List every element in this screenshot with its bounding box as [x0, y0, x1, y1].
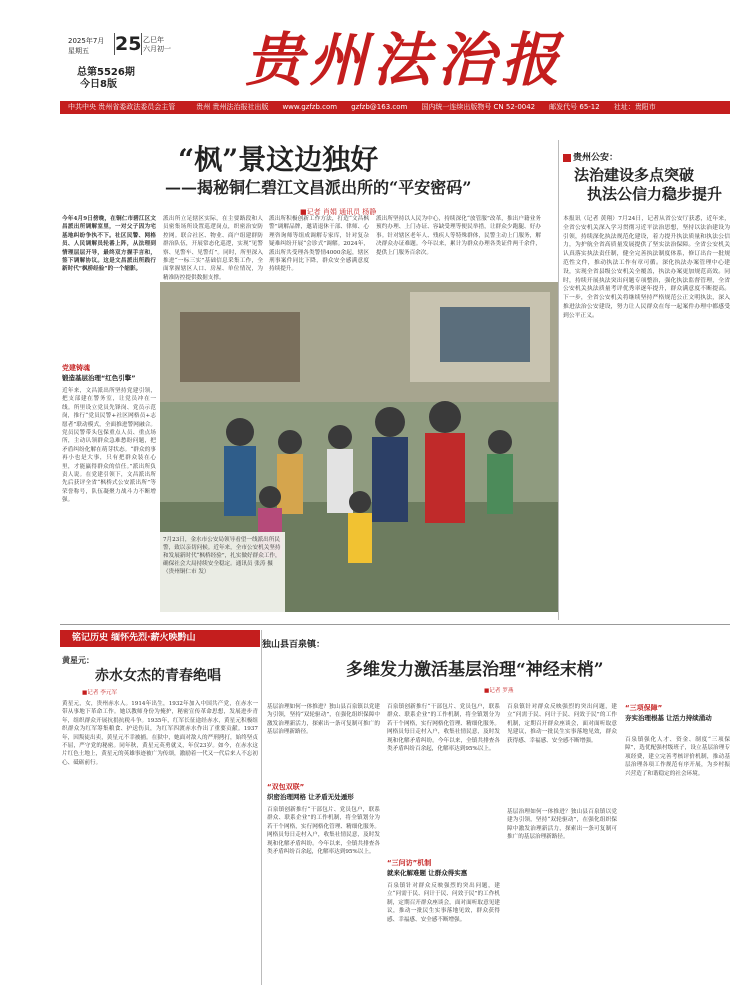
bottom-right-body4: 百泉镇强化人才、资金、制度“三项保障”，选优配强村级班子，设立基层治理专项经费，建立完善考核评价机制，推动基层治理各项工作规范有序开展，为乡村振兴营造了和谐稳定的社会环境。 — [625, 737, 730, 777]
column-divider — [558, 140, 559, 620]
page-count: 今日8版 — [80, 79, 117, 90]
lunar-date — [143, 36, 171, 54]
bottom-mid-section1-sub: 织密治理网格 让矛盾无处遁形 — [267, 793, 354, 801]
date-divider — [114, 33, 115, 55]
section-heading-party: 党建铸魂 — [62, 364, 90, 372]
bottom-left-title: 赤水女杰的青春绝唱 — [95, 668, 221, 684]
bottom-right-col: 百泉镇针对群众反映强烈的突出问题，建立“问需于民、问计于民、问效于民”的工作机制，定期召开群众座谈会，面对面听取意见建议，推动一批民生实事落地见效，群众获得感、幸福感、安全感不断增强。 — [507, 704, 617, 744]
main-headline: “枫”景这边独好 — [178, 143, 379, 176]
right-kicker-icon — [563, 154, 571, 162]
issue-weekday: 星期五 — [68, 47, 89, 55]
column-divider — [261, 630, 262, 985]
photo-caption: 7月23日，金水市公安局领导看望一线派出所民警，致以亲切问候。近年来，全市公安机关坚持和发展新时代“枫桥经验”，扎实做好群众工作，确保社会大局持续安全稳定。通讯员 张涛 摄（贵州铜仁市 发） — [163, 537, 281, 575]
bottom-mid-title: 多维发力激活基层治理“神经末梢” — [346, 660, 604, 680]
bottom-right-section3-sub: 夯实治理根基 让活力持续涌动 — [625, 714, 712, 722]
bottom-mid-col2: 百泉镇创新推行“干部包片、党员包户，联系群众、联系企业”的工作机制，将全镇划分为若干个网格，实行网格化管理、精细化服务。网格员每日走村入户，收集社情民意，及时发现和化解矛盾纠纷。今年以来，全镇共排查各类矛盾纠纷百余起，化解率达到95%以上。 — [387, 704, 500, 753]
bottom-mid-section2: “三问访”机制 — [387, 859, 432, 867]
right-article-title-line2: 执法公信力稳步提升 — [587, 185, 723, 203]
right-article-kicker: 贵州公安： — [573, 153, 619, 163]
date-divider — [141, 33, 142, 55]
total-issue-number: 总第5526期 — [77, 67, 135, 78]
bottom-right-col2: 基层治理如何一体推进？独山县百泉镇以党建为引领，坚持“双轮驱动”，在强化组织保障中激发治理新活力，探索出一条可复制可推广的基层治理新路径。 — [507, 809, 617, 841]
main-byline: ■记者 肖娟 通讯员 杨静 — [300, 208, 377, 216]
issue-date-year-month: 2025年7月 — [68, 37, 105, 45]
bottom-mid-section1: “双包双联” — [267, 783, 305, 791]
newspaper-masthead: 贵州法治报 — [245, 26, 566, 94]
bottom-mid-body3: 百泉镇针对群众反映强烈的突出问题，建立“问需于民、问计于民、问效于民”的工作机制，定期召开群众座谈会，面对面听取意见建议，推动一批民生实事落地见效，群众获得感、幸福感、安全感不断增强。 — [387, 883, 500, 923]
bottom-right-section3: “三项保障” — [625, 704, 663, 712]
lunar-year: 乙巳年 — [143, 36, 164, 44]
bottom-mid-body2: 百泉镇创新推行“干部包片、党员包户，联系群众、联系企业”的工作机制，将全镇划分为若干个网格，实行网格化管理、精细化服务。网格员每日走村入户，收集社情民意，及时发现和化解矛盾纠纷。今年以来，全镇共排查各类矛盾纠纷百余起，化解率达到95%以上。 — [267, 807, 380, 856]
bottom-left-kicker: 黄星元： — [62, 656, 94, 665]
bottom-mid-kicker: 独山县百泉镇： — [262, 640, 326, 650]
main-lead: 今年4月9日傍晚，在铜仁市碧江区文昌派出所调解室里，一对父子因为宅基地纠纷争执不下。社区民警、网格员、人民调解员轮番上阵，从法理到情理层层开导，最终双方握手言和，签下调解协议。这是文昌派出所践行新时代“枫桥经验”的一个缩影。 — [62, 216, 156, 273]
bottom-left-body: 黄星元，女，贵州赤水人。1914年出生，1932年加入中国共产党，在赤水一带从事地下革命工作。她以教师身份为掩护，秘密宣传革命思想，发展进步青年，组织群众开展抗捐抗税斗争。1935年，红军长征途经赤水，黄星元积极组织群众为红军筹集粮食、护送伤员，为红军四渡赤水作出了重要贡献。1937年，因叛徒出卖，黄星元不幸被捕。在狱中，她面对敌人的严刑拷打，始终坚贞不屈，严守党的秘密。同年秋，黄星元英勇就义，年仅23岁。如今，在赤水这片红色土地上，黄星元的英雄事迹被广为传颂，激励着一代又一代后来人不忘初心、砥砺前行。 — [62, 701, 258, 766]
article-column-2: 派出所立足辖区实际，在主要路段和人员密集场所设置巡逻岗点，织密治安防控网。联合社区、物业、商户组建群防群治队伍，开展常态化巡逻，实现“见警察、见警车、见警灯”。同时，所里深入推进“一标三实”基础信息采集工作，全面掌握辖区人口、房屋、单位情况，为精准防控提供数据支撑。 — [163, 216, 263, 281]
bottom-left-byline: ■记者 李元军 — [82, 690, 118, 696]
section-divider — [60, 624, 730, 625]
article-column-3: 派出所积极创新工作方法，打造“文昌枫警”调解品牌，邀请退休干部、律师、心理咨询师等组成调解专家库，针对复杂疑难纠纷开展“会诊式”调解。2024年，派出所共受理各类警情4000余起，辖区刑事案件同比下降，群众安全感满意度持续提升。 — [269, 216, 369, 273]
right-article-title-line1: 法治建设多点突破 — [574, 166, 695, 184]
issue-date — [68, 36, 104, 56]
column-banner-history: 铭记历史 缅怀先烈·薪火映黔山 — [60, 630, 260, 647]
issue-day: 25 — [115, 33, 142, 55]
main-subheadline: ——揭秘铜仁碧江文昌派出所的“平安密码” — [165, 178, 472, 197]
bottom-mid-section2-sub: 就来化解难题 让群众得实惠 — [387, 869, 468, 877]
right-article-body: 本报讯（记者 黄翔）7月24日，记者从省公安厅获悉，近年来，全省公安机关深入学习贯彻习近平法治思想，坚持以法治建设为引领，持续深化执法规范化建设，着力提升执法质量和执法公信力，为护航全省高质量发展提供了坚实法治保障。全省公安机关认真落实执法责任制，健全完善执法制度体系，修订出台一批规范性文件，推动执法工作有章可循。深化执法办案管理中心建设，实现全省县级公安机关全覆盖，执法办案更加规范高效。同时，持续开展执法突出问题专项整治，强化执法监督管理，全省公安机关执法质量考评优秀率逐年提升，群众满意度不断提高。下一步，全省公安机关将继续坚持严格规范公正文明执法，深入推进法治公安建设，努力让人民群众在每一起案件办理中都感受到公平正义。 — [563, 216, 730, 319]
publisher-info-bar: 中共中央 贵州省委政法委员会主管 贵州 贵州法治报社出版 www.gzfzb.com gzfzb@163.com 国内统一连续出版物号 CN 52-0042 邮发代号 65-12 社址：贵阳市 — [60, 101, 730, 114]
bottom-mid-byline: ■记者 罗燕 — [484, 688, 514, 694]
section-subheading-party: 锻造基层治理“红色引擎” — [62, 374, 136, 382]
article-column-1: 近年来，文昌派出所坚持党建引领，把支部建在警务室，让党员冲在一线。所里设立党员先锋岗、党员示范岗，推行“党员民警+社区网格员+志愿者”联动模式，全面推进警网融合。党员民警带头包保重点人员、重点场所，主动认领群众急难愁盼问题，把矛盾纠纷化解在萌芽状态。“群众的事再小也是大事，只有把群众装在心里，才能赢得群众的信任。”派出所负责人说。在党建引领下，文昌派出所先后获评全省“枫桥式公安派出所”等荣誉称号，队伍凝聚力战斗力不断增强。 — [62, 388, 156, 504]
lunar-day: 六月初一 — [143, 45, 171, 53]
bottom-mid-intro: 基层治理如何一体推进？独山县百泉镇以党建为引领，坚持“双轮驱动”，在强化组织保障中激发治理新活力，探索出一条可复制可推广的基层治理新路径。 — [267, 704, 380, 736]
article-column-4: 派出所坚持以人民为中心，持续深化“放管服”改革，推出户籍业务预约办理、上门办证、容缺受理等便民举措，让群众少跑腿、好办事。针对辖区老年人、残疾人等特殊群体，民警主动上门服务，解决群众办证难题。今年以来，累计为群众办理各类证件两千余件，提供上门服务百余次。 — [376, 216, 541, 256]
